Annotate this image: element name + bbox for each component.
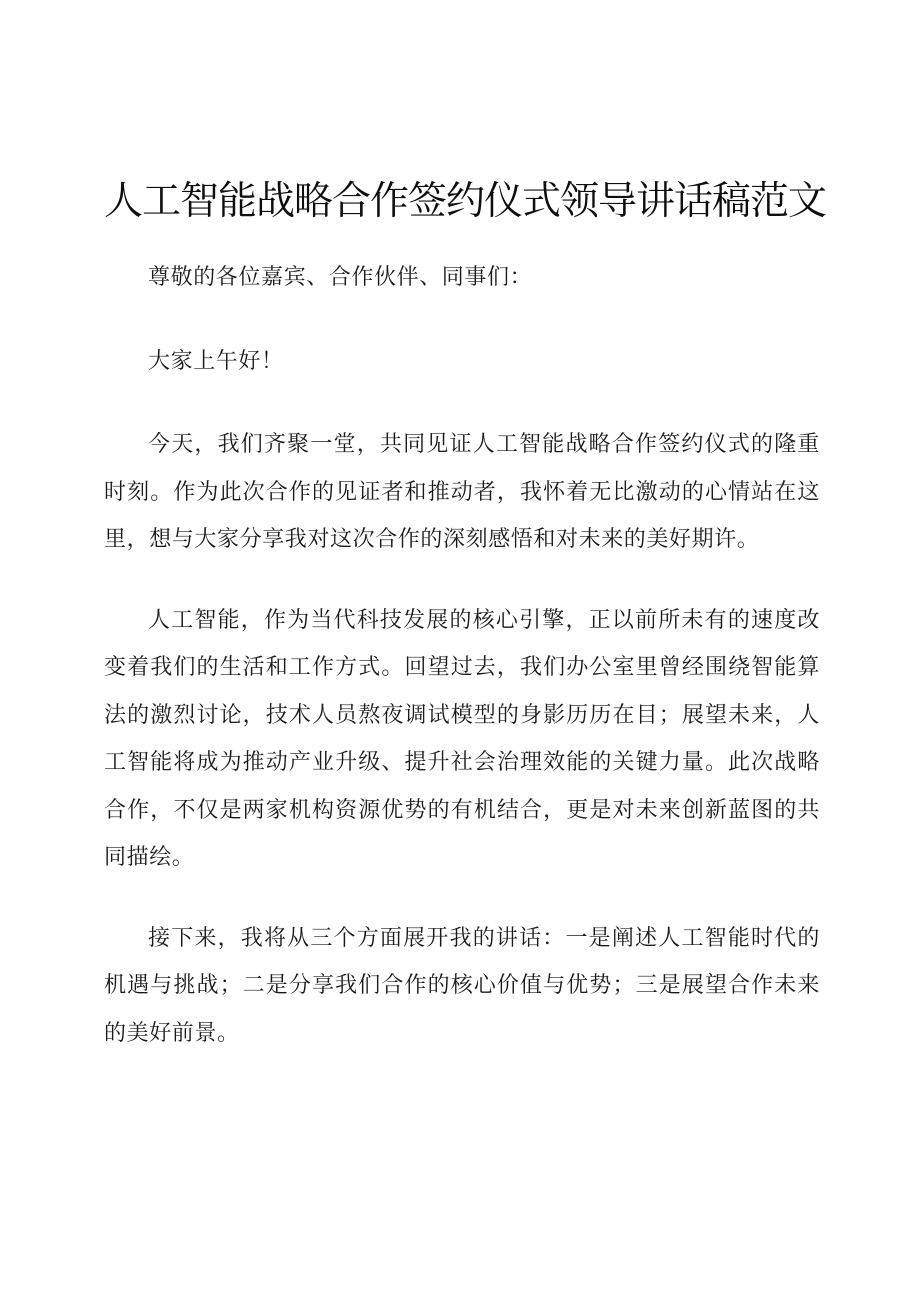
body-paragraph: 接下来，我将从三个方面展开我的讲话：一是阐述人工智能时代的机遇与挑战；二是分享我们合作的核心价值与优势；三是展望合作未来的美好前景。 bbox=[104, 925, 820, 1046]
greeting-paragraph: 大家上午好！ bbox=[148, 348, 284, 374]
document-title: 人工智能战略合作签约仪式领导讲话稿范文 bbox=[104, 179, 827, 224]
body-paragraph: 人工智能，作为当代科技发展的核心引擎，正以前所未有的速度改变着我们的生活和工作方式。回望过去，我们办公室里曾经围绕智能算法的激烈讨论，技术人员熬夜调试模型的身影历历在目；展望未来，人工智能将成为推动产业升级、提升社会治理效能的关键力量。此次战略合作，不仅是两家机构资源优势的有机结合，更是对未来创新蓝图的共同描绘。 bbox=[104, 607, 820, 870]
document-body bbox=[104, 254, 820, 1090]
salutation-paragraph: 尊敬的各位嘉宾、合作伙伴、同事们： bbox=[148, 265, 533, 290]
body-paragraph: 今天，我们齐聚一堂，共同见证人工智能战略合作签约仪式的隆重时刻。作为此次合作的见证者和推动者，我怀着无比激动的心情站在这里，想与大家分享我对这次合作的深刻感悟和对未来的美好期许。 bbox=[104, 432, 820, 552]
